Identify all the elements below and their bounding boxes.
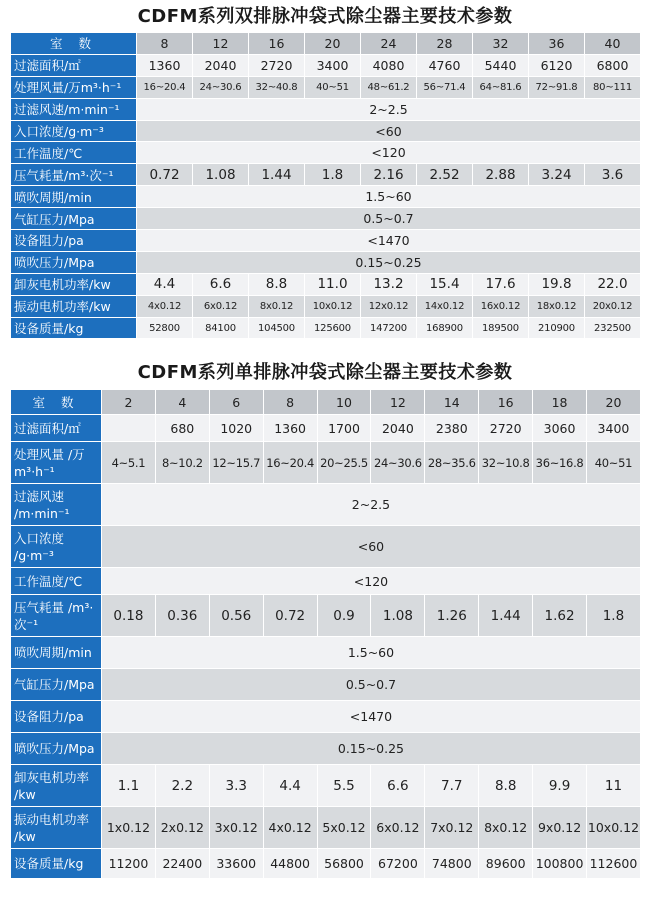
value-cell: 5.5: [317, 765, 371, 807]
value-cell: 84100: [193, 317, 249, 339]
value-cell: 0.9: [317, 595, 371, 637]
value-cell: 210900: [529, 317, 585, 339]
value-cell: 24~30.6: [193, 76, 249, 98]
merged-value-cell: 0.5~0.7: [102, 669, 641, 701]
value-cell: 2.88: [473, 164, 529, 186]
header-cell: 20: [305, 33, 361, 55]
value-cell: 9.9: [533, 765, 587, 807]
value-cell: 680: [155, 415, 209, 442]
value-cell: 6120: [529, 54, 585, 76]
value-cell: 189500: [473, 317, 529, 339]
value-cell: 1360: [263, 415, 317, 442]
row-label-cell: 喷吹压力/Mpa: [11, 251, 137, 273]
value-cell: 8.8: [249, 273, 305, 295]
table-row: [11, 142, 641, 164]
value-cell: 1.08: [193, 164, 249, 186]
value-cell: 3400: [305, 54, 361, 76]
value-cell: 1.44: [249, 164, 305, 186]
table-row: [11, 526, 641, 568]
value-cell: 8x0.12: [249, 295, 305, 317]
value-cell: 7x0.12: [425, 807, 479, 849]
value-cell: 19.8: [529, 273, 585, 295]
value-cell: 56~71.4: [417, 76, 473, 98]
value-cell: 125600: [305, 317, 361, 339]
value-cell: 16~20.4: [263, 442, 317, 484]
value-cell: 89600: [479, 849, 533, 879]
table-row: [11, 765, 641, 807]
value-cell: 80~111: [585, 76, 641, 98]
value-cell: 67200: [371, 849, 425, 879]
value-cell: 0.36: [155, 595, 209, 637]
table-row: [11, 54, 641, 76]
header-label-cell: 室 数: [11, 33, 137, 55]
value-cell: 1.08: [371, 595, 425, 637]
header-cell: 36: [529, 33, 585, 55]
value-cell: 33600: [209, 849, 263, 879]
value-cell: 32~40.8: [249, 76, 305, 98]
table-row: [11, 120, 641, 142]
value-cell: 11: [587, 765, 641, 807]
value-cell: 44800: [263, 849, 317, 879]
row-label-cell: 压气耗量/m³·次⁻¹: [11, 164, 137, 186]
value-cell: 11200: [102, 849, 156, 879]
merged-value-cell: 2~2.5: [102, 484, 641, 526]
value-cell: 22.0: [585, 273, 641, 295]
value-cell: 232500: [585, 317, 641, 339]
row-label-cell: 喷吹周期/min: [11, 186, 137, 208]
value-cell: 40~51: [305, 76, 361, 98]
spec-table-double-row: [10, 32, 641, 339]
table-row: [11, 442, 641, 484]
header-cell: 28: [417, 33, 473, 55]
value-cell: 12~15.7: [209, 442, 263, 484]
header-cell: 16: [249, 33, 305, 55]
merged-value-cell: 0.15~0.25: [137, 251, 641, 273]
row-label-cell: 入口浓度/g·m⁻³: [11, 120, 137, 142]
table-row: [11, 251, 641, 273]
value-cell: 36~16.8: [533, 442, 587, 484]
value-cell: 16x0.12: [473, 295, 529, 317]
merged-value-cell: <1470: [137, 230, 641, 252]
table-row: [11, 230, 641, 252]
header-cell: 10: [317, 390, 371, 415]
value-cell: 11.0: [305, 273, 361, 295]
row-label-cell: 喷吹周期/min: [11, 637, 102, 669]
value-cell: 13.2: [361, 273, 417, 295]
value-cell: 10x0.12: [305, 295, 361, 317]
table-title-single-row: CDFM系列单排脉冲袋式除尘器主要技术参数: [137, 362, 513, 384]
row-label-cell: 设备阻力/pa: [11, 701, 102, 733]
value-cell: 2.16: [361, 164, 417, 186]
value-cell: 40~51: [587, 442, 641, 484]
table-title-double-row: CDFM系列双排脉冲袋式除尘器主要技术参数: [137, 6, 513, 27]
value-cell: 112600: [587, 849, 641, 879]
value-cell: 100800: [533, 849, 587, 879]
value-cell: 56800: [317, 849, 371, 879]
header-label-cell: 室 数: [11, 390, 102, 415]
value-cell: 48~61.2: [361, 76, 417, 98]
merged-value-cell: 1.5~60: [102, 637, 641, 669]
header-cell: 2: [102, 390, 156, 415]
table-row: [11, 164, 641, 186]
value-cell: 6.6: [193, 273, 249, 295]
value-cell: 5x0.12: [317, 807, 371, 849]
header-cell: 8: [137, 33, 193, 55]
value-cell: 1.62: [533, 595, 587, 637]
row-label-cell: 过滤面积/㎡: [11, 415, 102, 442]
row-label-cell: 卸灰电机功率/kw: [11, 273, 137, 295]
value-cell: 1.44: [479, 595, 533, 637]
value-cell: 0.18: [102, 595, 156, 637]
value-cell: 4760: [417, 54, 473, 76]
value-cell: 3.3: [209, 765, 263, 807]
table-row: [11, 76, 641, 98]
value-cell: 6x0.12: [371, 807, 425, 849]
table-row: [11, 317, 641, 339]
value-cell: 6.6: [371, 765, 425, 807]
value-cell: 3400: [587, 415, 641, 442]
row-label-cell: 设备质量/kg: [11, 849, 102, 879]
value-cell: 3.6: [585, 164, 641, 186]
table-row: [11, 637, 641, 669]
value-cell: 147200: [361, 317, 417, 339]
value-cell: 20~25.5: [317, 442, 371, 484]
header-cell: 18: [533, 390, 587, 415]
value-cell: 8x0.12: [479, 807, 533, 849]
table-row: [11, 568, 641, 595]
value-cell: 8.8: [479, 765, 533, 807]
value-cell: 18x0.12: [529, 295, 585, 317]
table-row: [11, 595, 641, 637]
header-cell: 6: [209, 390, 263, 415]
row-label-cell: 振动电机功率/kw: [11, 295, 137, 317]
value-cell: 4~5.1: [102, 442, 156, 484]
table-row: [11, 669, 641, 701]
table-row: [11, 849, 641, 879]
row-label-cell: 工作温度/℃: [11, 568, 102, 595]
value-cell: 7.7: [425, 765, 479, 807]
row-label-cell: 设备质量/kg: [11, 317, 137, 339]
value-cell: 168900: [417, 317, 473, 339]
value-cell: 64~81.6: [473, 76, 529, 98]
value-cell: 10x0.12: [587, 807, 641, 849]
value-cell: 22400: [155, 849, 209, 879]
header-cell: 20: [587, 390, 641, 415]
row-label-cell: 过滤风速/m·min⁻¹: [11, 98, 137, 120]
value-cell: 1.26: [425, 595, 479, 637]
value-cell: 16~20.4: [137, 76, 193, 98]
value-cell: 74800: [425, 849, 479, 879]
table-row: [11, 98, 641, 120]
table-row: [11, 208, 641, 230]
value-cell: 1700: [317, 415, 371, 442]
value-cell: 3x0.12: [209, 807, 263, 849]
table-row: [11, 273, 641, 295]
value-cell: 4.4: [137, 273, 193, 295]
value-cell: 1360: [137, 54, 193, 76]
merged-value-cell: <120: [102, 568, 641, 595]
spec-table-single-row: [10, 389, 641, 879]
row-label-cell: 处理风量 /万m³·h⁻¹: [11, 442, 102, 484]
table-row: [11, 415, 641, 442]
value-cell: [102, 415, 156, 442]
value-cell: 2.2: [155, 765, 209, 807]
value-cell: 0.72: [263, 595, 317, 637]
value-cell: 32~10.8: [479, 442, 533, 484]
header-cell: 16: [479, 390, 533, 415]
value-cell: 3.24: [529, 164, 585, 186]
row-label-cell: 处理风量/万m³·h⁻¹: [11, 76, 137, 98]
header-cell: 40: [585, 33, 641, 55]
table-row: [11, 186, 641, 208]
value-cell: 6800: [585, 54, 641, 76]
value-cell: 4080: [361, 54, 417, 76]
value-cell: 4x0.12: [137, 295, 193, 317]
table-row: [11, 390, 641, 415]
table-row: [11, 733, 641, 765]
value-cell: 2.52: [417, 164, 473, 186]
value-cell: 1x0.12: [102, 807, 156, 849]
value-cell: 2380: [425, 415, 479, 442]
merged-value-cell: 2~2.5: [137, 98, 641, 120]
row-label-cell: 气缸压力/Mpa: [11, 208, 137, 230]
value-cell: 2x0.12: [155, 807, 209, 849]
merged-value-cell: 0.5~0.7: [137, 208, 641, 230]
row-label-cell: 入口浓度 /g·m⁻³: [11, 526, 102, 568]
header-cell: 4: [155, 390, 209, 415]
value-cell: 2040: [193, 54, 249, 76]
row-label-cell: 过滤面积/㎡: [11, 54, 137, 76]
header-cell: 32: [473, 33, 529, 55]
value-cell: 0.72: [137, 164, 193, 186]
value-cell: 4x0.12: [263, 807, 317, 849]
value-cell: 9x0.12: [533, 807, 587, 849]
table-row: [11, 33, 641, 55]
value-cell: 1.8: [305, 164, 361, 186]
header-cell: 8: [263, 390, 317, 415]
value-cell: 28~35.6: [425, 442, 479, 484]
header-cell: 14: [425, 390, 479, 415]
row-label-cell: 压气耗量 /m³·次⁻¹: [11, 595, 102, 637]
merged-value-cell: <1470: [102, 701, 641, 733]
value-cell: 3060: [533, 415, 587, 442]
row-label-cell: 喷吹压力/Mpa: [11, 733, 102, 765]
value-cell: 0.56: [209, 595, 263, 637]
table-row: [11, 295, 641, 317]
value-cell: 52800: [137, 317, 193, 339]
header-cell: 24: [361, 33, 417, 55]
value-cell: 8~10.2: [155, 442, 209, 484]
merged-value-cell: 1.5~60: [137, 186, 641, 208]
value-cell: 72~91.8: [529, 76, 585, 98]
table-row: [11, 701, 641, 733]
value-cell: 12x0.12: [361, 295, 417, 317]
row-label-cell: 卸灰电机功率 /kw: [11, 765, 102, 807]
row-label-cell: 振动电机功率 /kw: [11, 807, 102, 849]
row-label-cell: 设备阻力/pa: [11, 230, 137, 252]
merged-value-cell: <120: [137, 142, 641, 164]
value-cell: 5440: [473, 54, 529, 76]
row-label-cell: 过滤风速 /m·min⁻¹: [11, 484, 102, 526]
value-cell: 6x0.12: [193, 295, 249, 317]
row-label-cell: 气缸压力/Mpa: [11, 669, 102, 701]
value-cell: 2720: [249, 54, 305, 76]
value-cell: 1.1: [102, 765, 156, 807]
value-cell: 17.6: [473, 273, 529, 295]
value-cell: 2040: [371, 415, 425, 442]
value-cell: 14x0.12: [417, 295, 473, 317]
merged-value-cell: <60: [137, 120, 641, 142]
value-cell: 15.4: [417, 273, 473, 295]
header-cell: 12: [193, 33, 249, 55]
value-cell: 4.4: [263, 765, 317, 807]
table-row: [11, 807, 641, 849]
merged-value-cell: 0.15~0.25: [102, 733, 641, 765]
value-cell: 20x0.12: [585, 295, 641, 317]
value-cell: 1020: [209, 415, 263, 442]
row-label-cell: 工作温度/℃: [11, 142, 137, 164]
merged-value-cell: <60: [102, 526, 641, 568]
value-cell: 24~30.6: [371, 442, 425, 484]
value-cell: 104500: [249, 317, 305, 339]
table-row: [11, 484, 641, 526]
value-cell: 1.8: [587, 595, 641, 637]
header-cell: 12: [371, 390, 425, 415]
value-cell: 2720: [479, 415, 533, 442]
